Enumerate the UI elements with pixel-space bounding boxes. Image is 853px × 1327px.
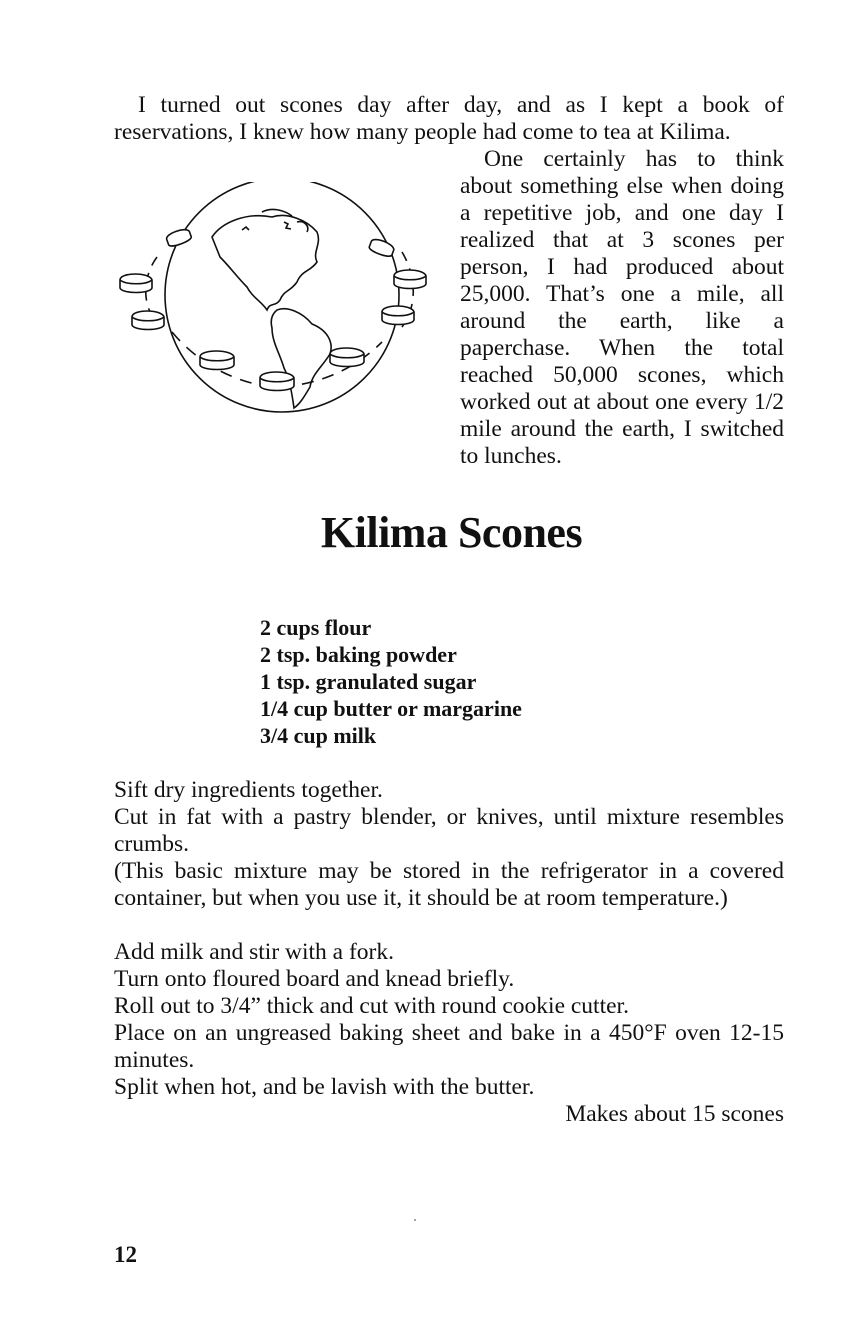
direction-step: Cut in fat with a pastry blender, or knives, until mixture resembles crumbs. [114, 804, 784, 857]
ingredient-item: 2 tsp. baking powder [260, 642, 457, 667]
ingredient-item: 1 tsp. granulated sugar [260, 669, 477, 694]
direction-step: (This basic mixture may be stored in the refrigerator in a covered container, but when you use it, it should be at room temperature.) [114, 858, 784, 911]
direction-step: Add milk and stir with a fork. [114, 939, 395, 965]
direction-step: Sift dry ingredients together. [114, 777, 383, 803]
page-number: 12 [114, 1242, 137, 1267]
direction-step: Turn onto floured board and knead briefly. [114, 966, 515, 992]
intro-paragraph: I turned out scones day after day, and as I kept a book of reservations, I knew how many people had come to tea at Kilima. [114, 92, 784, 145]
ingredient-item: 1/4 cup butter or margarine [260, 696, 522, 721]
ingredient-item: 3/4 cup milk [260, 723, 377, 748]
direction-step: Roll out to 3/4” thick and cut with round cookie cutter. [114, 993, 629, 1019]
ingredient-item: 2 cups flour [260, 615, 372, 640]
print-speck [414, 1219, 416, 1221]
spacer [114, 912, 784, 939]
globe-with-scones-icon [112, 182, 442, 432]
recipe-title: Kilima Scones [320, 508, 583, 557]
recipe-yield: Makes about 15 scones [565, 1101, 784, 1127]
direction-step: Place on an ungreased baking sheet and bake in a 450°F oven 12-15 minutes. [114, 1020, 784, 1073]
direction-step: Split when hot, and be lavish with the butter. [114, 1074, 535, 1100]
ingredients-list [260, 614, 522, 749]
story-paragraph: One certainly has to think about something else when doing a repetitive job, and one day I realized that at 3 scones per person, I had produced about 25,000. That’s one a mile, all around the earth, like a paperchase. When the total reached 50,000 scones, which worked out at about one every 1/2 mile around the earth, I switched to lunches. [460, 146, 784, 469]
directions [114, 777, 784, 1128]
